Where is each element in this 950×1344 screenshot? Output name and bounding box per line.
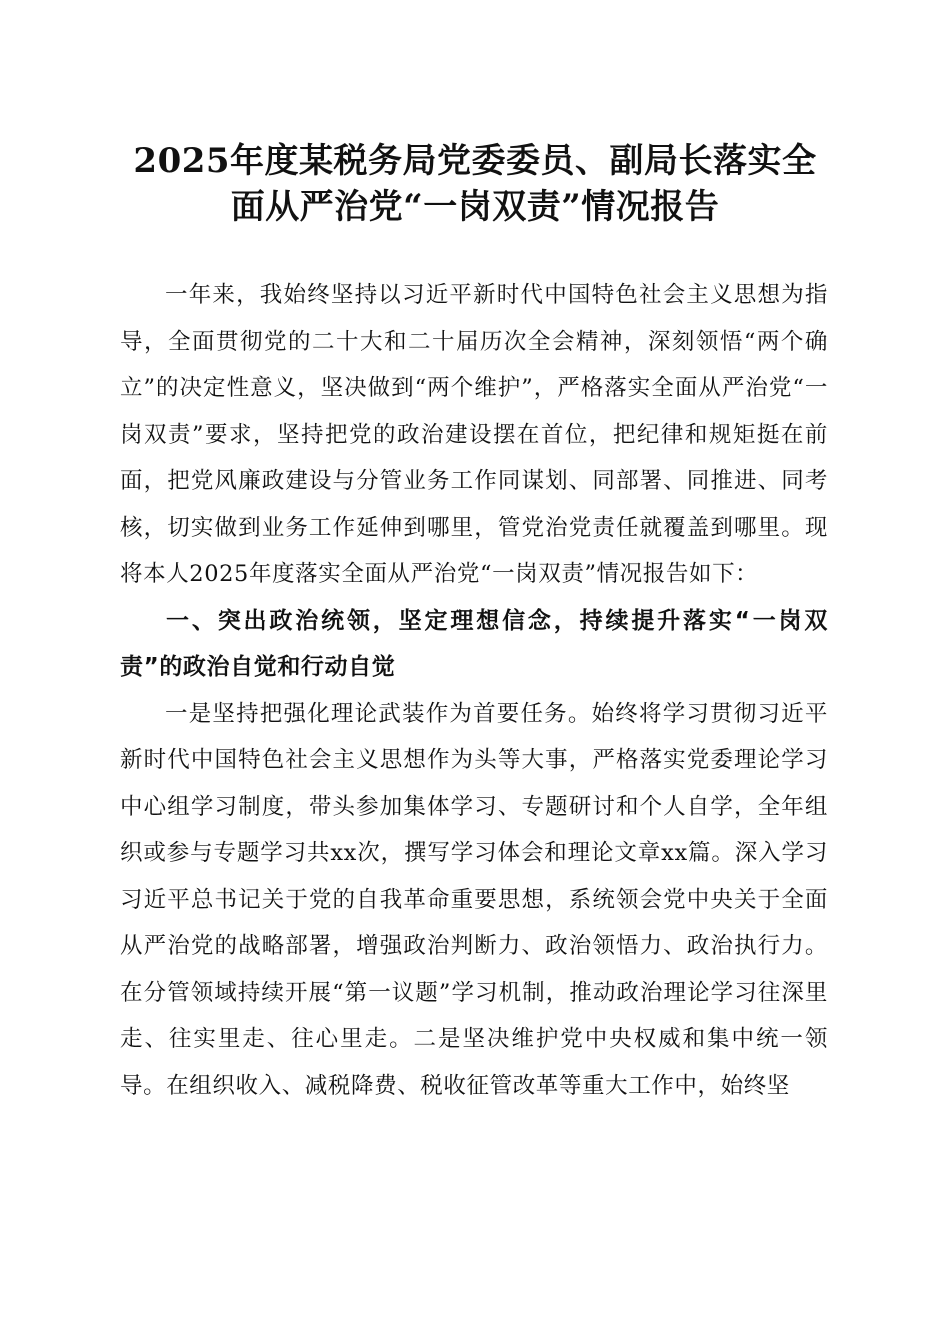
intro-paragraph: 一年来，我始终坚持以习近平新时代中国特色社会主义思想为指导，全面贯彻党的二十大和二十届历次全会精神，深刻领悟“两个确立”的决定性意义，坚决做到“两个维护”，严格落实全面从严治党“一岗双责”要求，坚持把党的政治建设摆在首位，把纪律和规矩挺在前面，把党风廉政建设与分管业务工作同谋划、同部署、同推进、同考核，切实做到业务工作延伸到哪里，管党治党责任就覆盖到哪里。现将本人2025年度落实全面从严治党“一岗双责”情况报告如下：	[120, 282, 828, 587]
document-title-line1: 2025年度某税务局党委委员、副局长落实全	[133, 141, 817, 181]
section-1-text: 始终将学习贯彻习近平新时代中国特色社会主义思想作为头等大事，严格落实党委理论学习中心组学习制度，带头参加集体学习、专题研讨和个人自学，全年组织或参与专题学习共xx次，撰写学习体会和理论文章xx篇。深入学习习近平总书记关于党的自我革命重要思想，系统领会党中央关于全面从严治党的战略部署，增强政治判断力、政治领悟力、政治执行力。在分管领域持续开展“第一议题”学习机制，推动政治理论学习往深里走、往实里走、往心里走。二是坚决维护党中央权威和集中统一领导。在组织收入、减税降费、税收征管改革等重大工作中，始终坚	[120, 700, 828, 1099]
section-heading-1: 一、突出政治统领，坚定理想信念，持续提升落实“一岗双责”的政治自觉和行动自觉	[120, 607, 828, 680]
section-1-lead: 一是坚持把强化理论武装作为首要任务。	[165, 700, 592, 727]
document-body	[120, 272, 828, 1109]
document-title-line2: 面从严治党“一岗双责”情况报告	[230, 187, 720, 227]
section-1-paragraph	[120, 691, 828, 1110]
